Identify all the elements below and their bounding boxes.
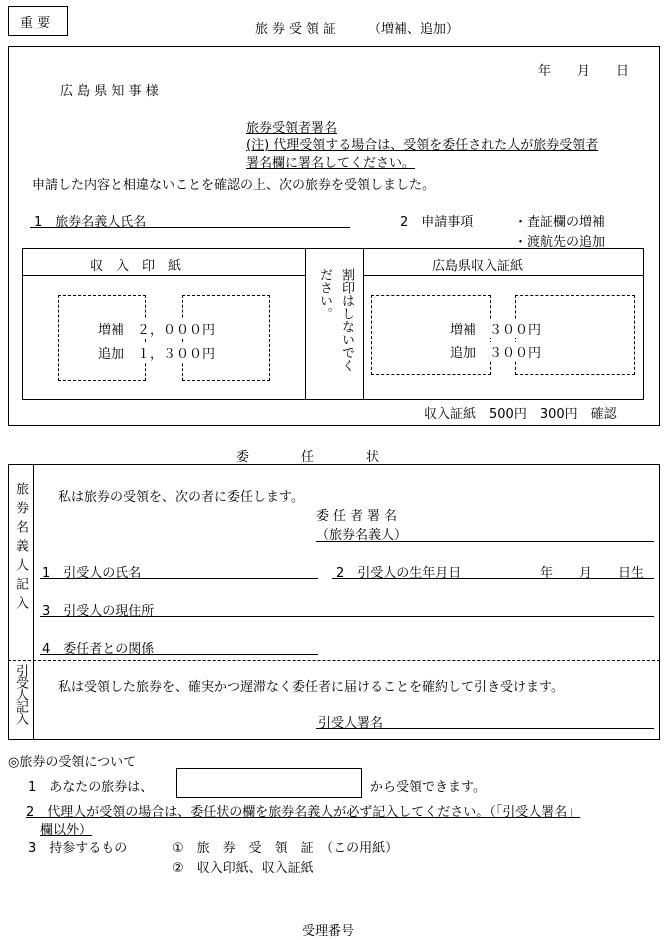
important-badge-label: 重 要 — [20, 16, 51, 31]
note-line-1: (注) 代理受領する場合は、受領を委任された人が旅券受領者 — [246, 138, 599, 153]
certificate-footer: 収入証紙 500円 300円 確認 — [424, 407, 617, 422]
note-3-label: 3 持参するもの — [28, 841, 128, 856]
stamp-header: 収 入 印 紙 — [90, 259, 182, 274]
note-1-suffix: から受領できます。 — [370, 780, 486, 795]
notes-heading: ◎旅券の受領について — [8, 755, 137, 770]
certificate-header: 広島県収入証紙 — [432, 259, 524, 274]
receipt-number-label: 受理番号 — [302, 924, 355, 939]
stamp-area-2 — [182, 295, 270, 381]
note-2-line-1: 2 代理人が受領の場合は、委任状の欄を旅券名義人が必ず記入してください。（「引受人署名」 — [26, 805, 581, 820]
note-3-item-1: ① 旅 券 受 領 証 （この用紙） — [172, 841, 399, 856]
item-1-label: 1 旅券名義人氏名 — [34, 215, 147, 230]
page-title: 旅券受領証 — [255, 22, 341, 37]
delegator-label: 委任者署名 — [316, 509, 402, 524]
stamp-line-2: 追加 １，３００円 — [98, 343, 215, 362]
delegator-sub: （旅券名義人） — [316, 528, 408, 543]
field-4-line — [40, 654, 318, 655]
stamp-table-divider-left — [305, 248, 306, 400]
field-1-label: 1 引受人の氏名 — [42, 566, 142, 581]
delegation-side-divider — [33, 464, 34, 740]
field-2-line — [332, 578, 654, 579]
no-seal-note: 割印はしないでください。 — [317, 268, 354, 372]
note-line-2: 署名欄に署名してください。 — [246, 156, 416, 171]
note-1-prefix: 1 あなたの旅券は、 — [28, 780, 154, 795]
stamp-area-1 — [58, 295, 146, 381]
note-2-line-2: 欄以外） — [40, 823, 93, 838]
item-1-line — [30, 227, 350, 228]
receiver-signature-line — [316, 728, 654, 729]
item-2-option-2: ・渡航先の追加 — [514, 235, 606, 250]
addressee: 広 島 県 知 事 様 — [60, 84, 159, 99]
delegation-row-divider — [8, 660, 660, 661]
delegation-title: 委 任 状 — [236, 450, 380, 465]
field-2-label: 2 引受人の生年月日 — [336, 566, 462, 581]
stamp-table-header-line-left — [22, 275, 306, 276]
field-3-label: 3 引受人の現住所 — [42, 604, 155, 619]
page-subtitle: （増補、追加） — [368, 22, 460, 37]
delegation-intro: 私は旅券の受領を、次の者に委任します。 — [58, 490, 304, 505]
certificate-line-2: 追加 ３００円 — [450, 342, 541, 361]
field-4-label: 4 委任者との関係 — [42, 642, 155, 657]
confirm-text: 申請した内容と相違ないことを確認の上、次の旅券を受領しました。 — [32, 178, 436, 193]
stamp-table-header-line-right — [363, 275, 644, 276]
receiver-signature-label: 引受人署名 — [318, 716, 384, 731]
item-2-label: 2 申請事項 — [400, 215, 474, 230]
delegator-signature-line — [316, 541, 654, 542]
stamp-table-divider-right — [363, 248, 364, 400]
stamp-line-1: 増補 ２，０００円 — [98, 319, 215, 338]
field-2-date: 年 月 日生 — [540, 566, 645, 581]
receiver-side-label: 引受人記入 — [13, 664, 28, 724]
pickup-date-box — [176, 768, 362, 798]
item-2-option-1: ・査証欄の増補 — [514, 215, 606, 230]
certificate-line-1: 増補 ３００円 — [450, 319, 541, 338]
note-3-item-2: ② 収入印紙、収入証紙 — [172, 861, 314, 876]
owner-side-label: 旅券名義人記入 — [13, 482, 28, 615]
receiver-text: 私は受領した旅券を、確実かつ遅滞なく委任者に届けることを確約して引き受けます。 — [58, 680, 564, 695]
date-label: 年 月 日 — [538, 64, 630, 79]
signature-label: 旅券受領者署名 — [246, 121, 338, 136]
field-3-line — [40, 616, 654, 617]
field-1-line — [40, 578, 318, 579]
